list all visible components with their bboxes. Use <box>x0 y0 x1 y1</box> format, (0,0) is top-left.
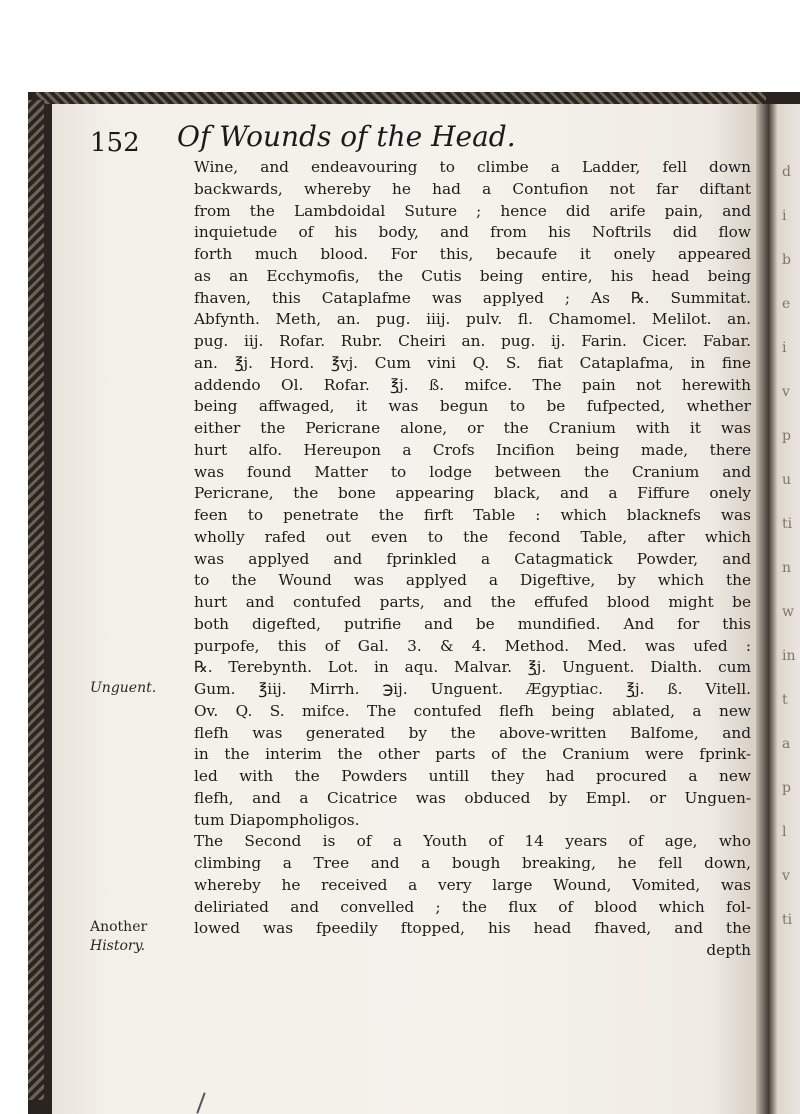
running-head: Of Wounds of the Head. <box>177 120 516 153</box>
facing-page-fragment: ti <box>782 912 793 928</box>
text-line: hurt alfo. Hereupon a Crofs Incifion being made, there <box>194 440 751 459</box>
text-line: purpofe, this of Gal. 3. & 4. Method. Med. was ufed : <box>194 636 751 655</box>
text-line: an. ℥j. Hord. ℥vj. Cum vini Q. S. fiat Cataplafma, in fine <box>194 353 751 372</box>
text-line: hurt and contufed parts, and the effufed blood might be <box>194 593 751 611</box>
marbled-top-edge <box>36 92 766 104</box>
text-line: depth <box>706 941 751 959</box>
facing-page-fragment: l <box>782 824 787 840</box>
facing-page-fragment: in <box>782 648 796 664</box>
text-line: feen to penetrate the firft Table : which blacknefs was <box>194 506 751 524</box>
text-line: pug. iij. Rofar. Rubr. Cheiri an. pug. ij. Farin. Cicer. Fabar. <box>194 332 751 350</box>
text-line: addendo Ol. Rofar. ℥j. ß. mifce. The pain not herewith <box>194 375 751 394</box>
text-line: Wine, and endeavouring to climbe a Ladder, fell down <box>194 158 751 176</box>
text-line: whereby he received a very large Wound, Vomited, was <box>194 875 751 894</box>
facing-page-fragment: a <box>782 736 791 752</box>
margin-note-history: History. <box>90 938 146 954</box>
text-line: either the Pericrane alone, or the Cranium with it was <box>194 419 751 437</box>
facing-page-fragment: e <box>782 296 791 312</box>
text-line: led with the Powders untill they had procured a new <box>194 767 751 785</box>
facing-page-fragment: p <box>782 780 791 796</box>
text-line: Gum. ℥iij. Mirrh. ℈ij. Unguent. Ægyptiac. ℥j. ß. Vitell. <box>194 680 751 698</box>
margin-note-another: Another <box>90 919 148 935</box>
facing-page-fragment: w <box>782 604 794 620</box>
facing-page-fragment: ti <box>782 516 793 532</box>
facing-page-edge <box>768 104 800 1114</box>
facing-page-fragment: b <box>782 252 791 268</box>
text-line: to the Wound was applyed a Digeftive, by which the <box>194 571 751 590</box>
facing-page-fragment: d <box>782 164 791 180</box>
text-line: climbing a Tree and a bough breaking, he fell down, <box>194 854 751 872</box>
facing-page-fragment: i <box>782 340 787 356</box>
text-line: wholly rafed out even to the fecond Table, after which <box>194 527 751 546</box>
text-line: flefh was generated by the above-written Balfome, and <box>194 723 751 742</box>
margin-note-unguent: Unguent. <box>90 680 157 696</box>
text-line: ℞. Terebynth. Lot. in aqu. Malvar. ℥j. Unguent. Dialth. cum <box>194 658 751 677</box>
text-line: Ov. Q. S. mifce. The contufed flefh being ablated, a new <box>194 701 751 720</box>
text-line: Abfynth. Meth, an. pug. iiij. pulv. fl. Chamomel. Melilot. an. <box>194 310 751 329</box>
text-line: in the interim the other parts of the Cranium were fprink- <box>194 745 751 764</box>
text-line: backwards, whereby he had a Contufion not far diftant <box>194 179 751 198</box>
facing-page-fragment: p <box>782 428 791 444</box>
text-line: tum Diapompholigos. <box>194 810 360 829</box>
facing-page-fragment: n <box>782 560 792 576</box>
text-line: Pericrane, the bone appearing black, and a Fiffure onely <box>194 484 751 503</box>
facing-page-fragment: v <box>782 868 790 884</box>
body-text <box>194 157 751 962</box>
text-line: from the Lambdoidal Suture ; hence did arife pain, and <box>194 201 751 220</box>
page-gutter-shadow <box>756 104 768 1114</box>
text-line: was applyed and fprinkled a Catagmatick Powder, and <box>194 549 751 568</box>
text-line: deliriated and convelled ; the flux of blood which fol- <box>194 897 751 916</box>
text-line: being affwaged, it was begun to be fufpected, whether <box>194 397 751 416</box>
text-line: inquietude of his body, and from his Noftrils did flow <box>194 223 751 242</box>
margin-note-another-history <box>90 918 147 956</box>
facing-page-fragment: u <box>782 472 792 488</box>
text-line: both digefted, putrifie and be mundified. And for this <box>194 614 751 633</box>
text-line: flefh, and a Cicatrice was obduced by Empl. or Unguen- <box>194 788 751 807</box>
text-line: as an Ecchymofis, the Cutis being entire, his head being <box>194 266 751 285</box>
text-line: lowed was fpeedily ftopped, his head fhaved, and the <box>194 919 751 938</box>
facing-page-fragment: v <box>782 384 790 400</box>
text-line: was found Matter to lodge between the Cranium and <box>194 462 751 481</box>
page-number: 152 <box>90 128 140 158</box>
text-line: forth much blood. For this, becaufe it onely appeared <box>194 245 751 263</box>
text-line: The Second is of a Youth of 14 years of age, who <box>194 832 751 851</box>
facing-page-fragment: t <box>782 692 788 708</box>
marbled-left-edge <box>28 100 44 1100</box>
facing-page-fragment: i <box>782 208 787 224</box>
text-line: fhaven, this Cataplafme was applyed ; As ℞. Summitat. <box>194 288 751 307</box>
